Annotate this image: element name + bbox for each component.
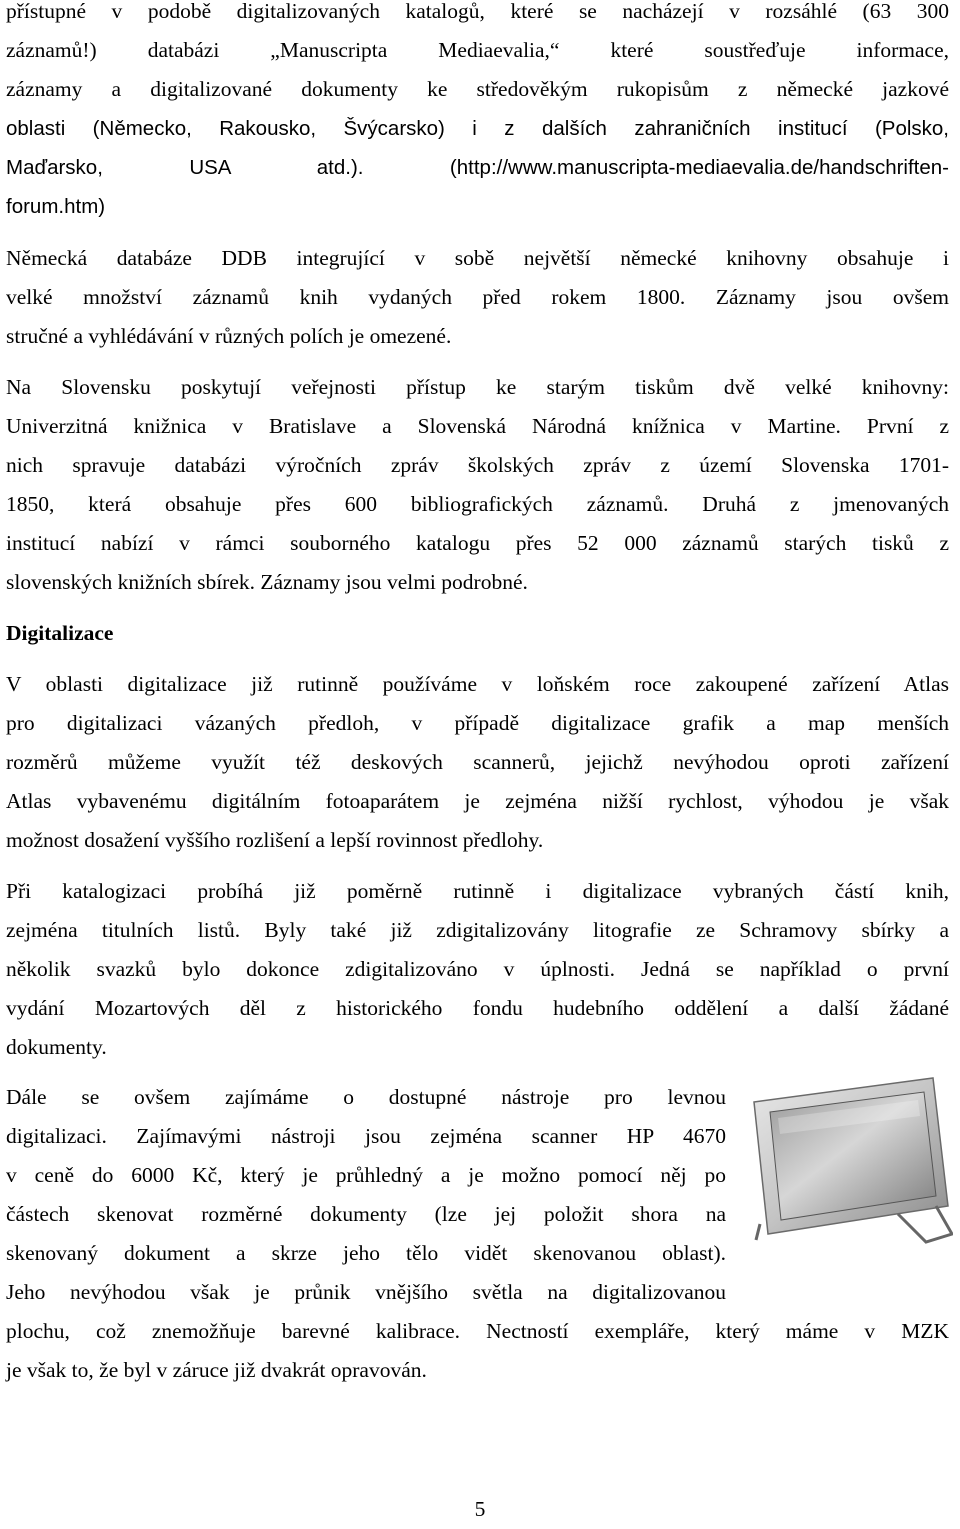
paragraph-slovensko bbox=[6, 368, 949, 602]
text-line: oblasti (Německo, Rakousko, Švýcarsko) i z dalších zahraničních institucí (Polsko, bbox=[6, 117, 949, 140]
paragraph-manuscripta bbox=[6, 0, 949, 226]
text-line: skenovaný dokument a skrze jeho tělo vidět skenovanou oblast). bbox=[6, 1241, 726, 1265]
text-line: zejména titulních listů. Byly také již zdigitalizovány litografie ze Schramovy sbírky a bbox=[6, 918, 949, 942]
text-line: několik svazků bylo dokonce zdigitalizováno v úplnosti. Jedná se například o první bbox=[6, 957, 949, 981]
text-line: plochu, což znemožňuje barevné kalibrace. Nectností exempláře, který máme v MZK bbox=[6, 1319, 949, 1343]
text-line: vydání Mozartových děl z historického fondu hudebního oddělení a další žádané bbox=[6, 996, 949, 1020]
text-line: nich spravuje databázi výročních zpráv školských zpráv z území Slovenska 1701- bbox=[6, 453, 949, 477]
text-line: částech skenovat rozměrné dokumenty (lze jej položit shora na bbox=[6, 1202, 726, 1226]
scanner-icon bbox=[748, 1074, 953, 1244]
text-line: digitalizaci. Zajímavými nástroji jsou zejména scanner HP 4670 bbox=[6, 1124, 726, 1148]
text-line: je však to, že byl v záruce již dvakrát opravován. bbox=[6, 1358, 427, 1382]
paragraph-digitalizace bbox=[6, 665, 949, 860]
text-line: slovenských knižních sbírek. Záznamy jsou velmi podrobné. bbox=[6, 570, 528, 594]
text-line: Jeho nevýhodou však je průnik vnějšího světla na digitalizovanou bbox=[6, 1280, 726, 1304]
text-line: stručné a vyhlédávání v různých polích je omezené. bbox=[6, 324, 452, 348]
text-line: v ceně do 6000 Kč, který je průhledný a je možno pomocí něj po bbox=[6, 1163, 726, 1187]
text-line: institucí nabízí v rámci souborného katalogu přes 52 000 záznamů starých tisků z bbox=[6, 531, 949, 555]
paragraph-nastroje-continued bbox=[6, 1312, 949, 1390]
text-line: rozměrů můžeme využít též deskových scannerů, jejichž nevýhodou oproti zařízení bbox=[6, 750, 949, 774]
text-line: dokumenty. bbox=[6, 1035, 107, 1059]
text-line: možnost dosažení vyššího rozlišení a lepší rovinnost předlohy. bbox=[6, 828, 544, 852]
scanner-image bbox=[748, 1074, 953, 1244]
text-line: Univerzitná knižnica v Bratislave a Slovenská Národná knížnica v Martine. První z bbox=[6, 414, 949, 438]
text-line: forum.htm) bbox=[6, 195, 106, 218]
text-line: V oblasti digitalizace již rutinně používáme v loňském roce zakoupené zařízení Atlas bbox=[6, 672, 949, 696]
text-line: Dále se ovšem zajímáme o dostupné nástroje pro levnou bbox=[6, 1085, 726, 1109]
page-number: 5 bbox=[474, 1497, 486, 1521]
text-line: Při katalogizaci probíhá již poměrně rutinně i digitalizace vybraných částí knih, bbox=[6, 879, 949, 903]
text-line: Německá databáze DDB integrující v sobě největší německé knihovny obsahuje i bbox=[6, 246, 949, 270]
text-line: Atlas vybavenému digitálním fotoaparátem je zejména nižší rychlost, výhodou je však bbox=[6, 789, 949, 813]
paragraph-ddb bbox=[6, 239, 949, 356]
text-line: 1850, která obsahuje přes 600 bibliografických záznamů. Druhá z jmenovaných bbox=[6, 492, 949, 516]
text-line: záznamů!) databázi „Manuscripta Mediaevalia,“ které soustřeďuje informace, bbox=[6, 38, 949, 62]
section-heading: Digitalizace bbox=[6, 621, 114, 645]
text-line: záznamy a digitalizované dokumenty ke středověkým rukopisům z německé jazkové bbox=[6, 77, 949, 101]
text-line: velké množství záznamů knih vydaných před rokem 1800. Záznamy jsou ovšem bbox=[6, 285, 949, 309]
text-line: přístupné v podobě digitalizovaných katalogů, které se nacházejí v rozsáhlé (63 300 bbox=[6, 0, 949, 23]
text-line: pro digitalizaci vázaných předloh, v případě digitalizace grafik a map menších bbox=[6, 711, 949, 735]
paragraph-nastroje bbox=[6, 1078, 726, 1312]
text-line: Maďarsko, USA atd.). (http://www.manuscripta-mediaevalia.de/handschriften- bbox=[6, 156, 949, 179]
text-line: Na Slovensku poskytují veřejnosti přístup ke starým tiskům dvě velké knihovny: bbox=[6, 375, 949, 399]
paragraph-katalogizace bbox=[6, 872, 949, 1067]
